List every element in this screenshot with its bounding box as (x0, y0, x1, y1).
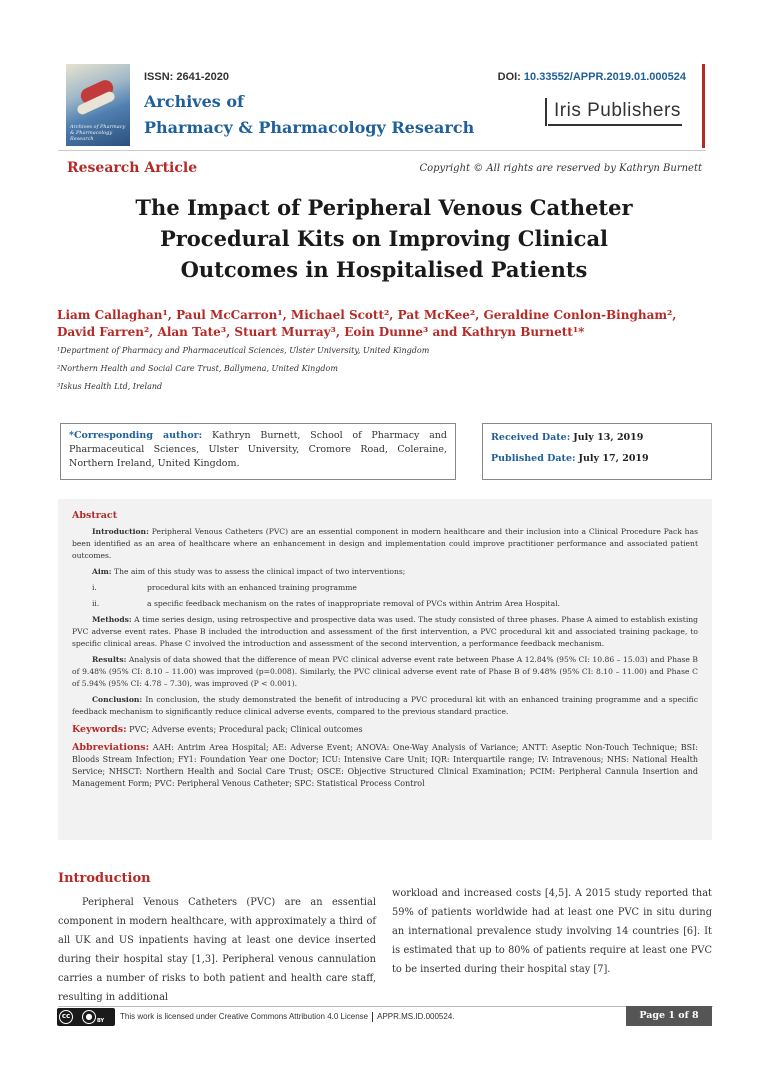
journal-cover-image (66, 64, 130, 146)
keywords-label: Keywords: (72, 724, 127, 735)
corresponding-label: *Corresponding author: (69, 430, 203, 441)
issn: ISSN: 2641-2020 (144, 71, 229, 83)
aim-item-number: ii. (92, 599, 100, 608)
abbreviations-text: AAH: Antrim Area Hospital; AE: Adverse Event; ANOVA: One-Way Analysis of Variance; ANTT: Aseptic Non-Touch Technique; BSI: Bloods Stream Infection; FY1: Foundation Year one Doctor; ICU: Intensive Care Unit; IQR: Interquartile range; IV: Intravenous; NHS: National Health Service; NHSCT: Northern Health and Social Care Trust; OSCE: Objective Structured Clinical Examination; PCIM: Peripheral Cannula Insertion and Management Form; PVC: Peripheral Venous Catheter; SPC: Statistical Process Control (72, 743, 698, 788)
abstract-heading: Abstract (72, 510, 118, 521)
header-divider (58, 150, 706, 151)
person-icon: ● (82, 1010, 96, 1024)
abbreviations (72, 742, 698, 790)
article-type: Research Article (67, 160, 198, 176)
doi (498, 71, 686, 83)
published-label: Published Date: (491, 453, 576, 464)
intro-text: Peripheral Venous Catheters (PVC) are an essential component in modern healthcare and their inclusion into a Clinical Procedure Pack has been identified as an area of healthcare where an enhancement in design and implementation could improve practitioner performance and associated patient outcomes. (72, 527, 698, 560)
aim-label: Aim: (92, 567, 112, 576)
results-text: Analysis of data showed that the difference of mean PVC clinical adverse event rate between Phase A 12.84% (95% CI: 10.86 – 15.03) and Phase B of 9.48% (95% CI: 8.10 – 11.00) was improved (p=0.008). Similarly, the PVC clinical adverse event rate of Phase B of 9.48% (95% CI: 8.10 – 11.00) and Phase C of 5.94% (95% CI: 4.78 – 7.30), was improved (P < 0.001). (72, 655, 698, 688)
intro-label: Introduction: (92, 527, 149, 536)
journal-title-line2: Pharmacy & Pharmacology Research (144, 118, 475, 137)
header-accent-bar (702, 64, 705, 148)
aim-text: The aim of this study was to assess the clinical impact of two interventions; (111, 567, 406, 576)
manuscript-id: APPR.MS.ID.000524. (377, 1012, 455, 1022)
corresponding-author-box (60, 423, 456, 480)
conclusion-label: Conclusion: (92, 695, 143, 704)
affiliation-2: ²Northern Health and Social Care Trust, Ballymena, United Kingdom (57, 364, 338, 373)
article-title (0, 192, 768, 285)
separator (372, 1012, 373, 1022)
doi-link[interactable]: 10.33552/APPR.2019.01.000524 (523, 71, 686, 83)
publisher-logo-bar (545, 98, 547, 126)
introduction-column-1 (58, 893, 376, 1007)
introduction-heading: Introduction (58, 871, 151, 886)
dates-box (482, 423, 712, 480)
keywords-text: PVC; Adverse events; Procedural pack; Clinical outcomes (126, 725, 363, 734)
page-number: Page 1 of 8 (626, 1006, 712, 1026)
title-line: Procedural Kits on Improving Clinical (159, 226, 609, 251)
methods-text: A time series design, using retrospective and prospective data was used. The study consisted of three phases. Phase A aimed to establish existing PVC adverse event rates. Phase B included the introduction and assessment of the first intervention, a PVC procedural kit and associated training package, to specific clinical areas. Phase C involved the introduction and assessment of the second intervention, a performance feedback mechanism. (72, 615, 698, 648)
received-date (491, 432, 703, 443)
aim-item-text: procedural kits with an enhanced training programme (147, 583, 357, 592)
title-line: Outcomes in Hospitalised Patients (180, 257, 588, 282)
abstract-box (58, 499, 712, 840)
published-date (491, 453, 703, 464)
introduction-paragraph: Peripheral Venous Catheters (PVC) are an essential component in modern healthcare, with approximately a third of all UK and US inpatients having at least one device inserted during their hospital stay [1,3]. Peripheral venous cannulation carries a number of risks to both patient and health care staff, resulting in additional (58, 897, 376, 1003)
aim-item-text: a specific feedback mechanism on the rates of inappropriate removal of PVCs within Antrim Area Hospital. (147, 599, 560, 608)
affiliation-1: ¹Department of Pharmacy and Pharmaceutical Sciences, Ulster University, United Kingdom (57, 346, 430, 355)
license-text (120, 1012, 455, 1022)
abstract-methods (72, 614, 698, 650)
introduction-paragraph: workload and increased costs [4,5]. A 2015 study reported that 59% of patients worldwide had at least one PVC in situ during an international prevalence study involving 14 countries [6]. It is estimated that up to 80% of patients require at least one PVC to be inserted during their hospital stay [7]. (392, 888, 712, 975)
affiliation-3: ³Iskus Health Ltd, Ireland (57, 382, 163, 391)
abbreviations-label: Abbreviations: (72, 742, 150, 753)
author-list: Liam Callaghan¹, Paul McCarron¹, Michael Scott², Pat McKee², Geraldine Conlon-Bingham², David Farren², Alan Tate³, Stuart Murray³, Eoin Dunne³ and Kathryn Burnett¹* (57, 308, 677, 339)
results-label: Results: (92, 655, 127, 664)
abstract-results (72, 654, 698, 690)
corresponding-text: Kathryn Burnett, School of Pharmacy and Pharmaceutical Sciences, Ulster University, Cromore Road, Coleraine, Northern Ireland, United Kingdom. (69, 430, 448, 469)
keywords (72, 724, 698, 736)
doi-label: DOI: (497, 71, 521, 83)
methods-label: Methods: (92, 615, 132, 624)
published-value: July 17, 2019 (578, 453, 649, 464)
conclusion-text: In conclusion, the study demonstrated the benefit of introducing a PVC procedural kit with an enhanced training programme and a specific feedback mechanism to significantly reduce clinical adverse events, compared to the previous standard practice. (72, 695, 698, 716)
cc-license-badge[interactable] (57, 1008, 115, 1026)
aim-item-number: i. (92, 583, 97, 592)
abstract-aim (72, 566, 698, 578)
received-label: Received Date: (491, 432, 571, 443)
aim-item (72, 582, 698, 594)
title-line: The Impact of Peripheral Venous Catheter (135, 195, 633, 220)
journal-title-line1: Archives of (144, 92, 244, 111)
license-link[interactable]: This work is licensed under Creative Commons Attribution 4.0 License (120, 1012, 369, 1022)
received-value: July 13, 2019 (573, 432, 644, 443)
publisher-logo: Iris Publishers (548, 98, 682, 126)
footer-divider (58, 1006, 713, 1007)
cc-icon: cc (59, 1010, 73, 1024)
cover-text: Archives of Pharmacy & Pharmacology Research (70, 124, 126, 142)
by-label: BY (97, 1018, 105, 1024)
copyright: Copyright © All rights are reserved by Kathryn Burnett (419, 163, 702, 174)
abstract-conclusion (72, 694, 698, 718)
abstract-introduction (72, 526, 698, 562)
aim-item (72, 598, 698, 610)
introduction-column-2 (392, 884, 712, 979)
